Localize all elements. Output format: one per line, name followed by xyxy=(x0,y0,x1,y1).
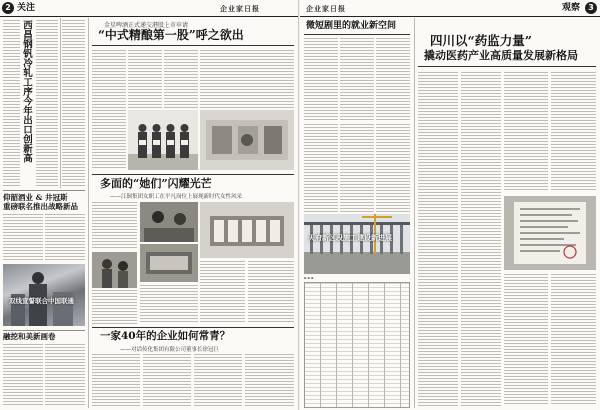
main-headline: “中式精酿第一股”呼之欲出 xyxy=(98,28,244,42)
bottom-text-col-1 xyxy=(92,354,140,406)
left-masthead: 企业家日报 xyxy=(220,5,260,13)
feature-photo-1-illustration xyxy=(92,252,137,288)
feature-photo-2 xyxy=(140,202,198,242)
rt-text-col-3 xyxy=(376,38,410,120)
main-text-col-4 xyxy=(200,50,294,108)
feature-text-col-4 xyxy=(248,261,294,324)
construction-photo-illustration xyxy=(304,214,410,274)
main-kicker: 金星啤酒正式递交港股上市申请 xyxy=(104,22,189,29)
right-page xyxy=(300,0,600,410)
data-table xyxy=(304,282,410,408)
bottom-left-text-b xyxy=(45,344,85,406)
main-right-text-col-6 xyxy=(551,274,596,406)
feature-subhead: ——江铜集团女职工在平凡岗位上展现新时代女性风采 xyxy=(110,194,243,200)
feature-photo-3 xyxy=(140,244,198,282)
main-right-text-col-2 xyxy=(461,72,501,406)
left-headline-1: 仰韶酒业 & 井冠斯 xyxy=(3,193,68,202)
left-headline-text-b xyxy=(45,214,85,262)
headline-top-left: 微短剧里的就业新空间 xyxy=(306,21,397,31)
bottom-text-col-3 xyxy=(194,354,242,406)
left-col-text-a xyxy=(3,20,20,188)
main-right-text-col-5 xyxy=(504,274,548,406)
feature-text-col-1 xyxy=(92,202,137,250)
bottom-subhead: ——对话传化集团有限公司董事长徐冠巨 xyxy=(120,347,220,353)
lab-photo xyxy=(200,110,294,170)
right-section-title: 观察 xyxy=(562,3,581,13)
document-photo xyxy=(504,196,596,270)
main-right-text-col-1 xyxy=(418,72,458,406)
rt-text-col-6 xyxy=(376,124,410,212)
right-masthead: 企业家日报 xyxy=(306,5,346,13)
photo-overlay-text: 双线宣誓联合中国联通 xyxy=(9,297,74,305)
left-section-title: 关注 xyxy=(17,3,36,13)
award-photo-illustration xyxy=(128,110,198,170)
rt-text-col-1 xyxy=(304,38,338,120)
main-headline-line-2: 撬动医药产业高质量发展新格局 xyxy=(424,49,578,62)
main-right-text-col-3 xyxy=(504,72,548,192)
left-page-number: 2 xyxy=(2,2,14,14)
left-headline-text-a xyxy=(3,214,43,262)
main-headline-line-1: 四川以“药监力量” xyxy=(430,33,532,48)
left-page-header xyxy=(0,2,298,17)
vertical-headline: 西昌钢钒冷轧工序今年出口创新高 xyxy=(20,20,32,163)
feature-photo-4 xyxy=(200,202,294,258)
main-text-col-2 xyxy=(128,50,162,108)
left-page xyxy=(0,0,299,410)
bottom-left-headline: 融挖和美新画卷 xyxy=(3,332,56,341)
bottom-left-text-a xyxy=(3,344,43,406)
rt-text-col-5 xyxy=(340,124,374,212)
feature-photo-2-illustration xyxy=(140,202,198,242)
rt-text-col-2 xyxy=(340,38,374,120)
right-page-header xyxy=(300,2,600,17)
image-headline: 天府新区段施工建设新进展 xyxy=(308,233,392,242)
left-headline-2: 重磅联名推出战略新品 xyxy=(3,202,78,211)
main-text-col-1 xyxy=(92,50,126,170)
feature-headline: 多面的“她们”闪耀光芒 xyxy=(100,177,212,190)
main-text-col-3 xyxy=(164,50,198,108)
construction-photo xyxy=(304,214,410,274)
bottom-text-col-4 xyxy=(245,354,294,406)
feature-text-col-2 xyxy=(140,285,198,324)
feature-photo-1 xyxy=(92,252,137,288)
left-photo-illustration xyxy=(3,264,85,326)
rt-text-col-4 xyxy=(304,124,338,212)
left-photo xyxy=(3,264,85,326)
lab-photo-illustration xyxy=(200,110,294,170)
bottom-headline: 一家40年的企业如何常青？ xyxy=(100,330,231,342)
feature-text-col-3 xyxy=(200,261,245,324)
feature-photo-4-illustration xyxy=(200,202,294,258)
left-col-text-b xyxy=(36,20,58,188)
feature-photo-3-illustration xyxy=(140,244,198,282)
left-col-text-c xyxy=(62,20,85,188)
right-page-number: 3 xyxy=(585,2,597,14)
document-photo-illustration xyxy=(504,196,596,270)
feature-text-col-1b xyxy=(92,290,137,324)
bottom-text-col-2 xyxy=(143,354,191,406)
construction-photo-caption: ▪ ▪ ▪ xyxy=(304,276,314,280)
award-photo xyxy=(128,110,198,170)
main-right-text-col-4 xyxy=(551,72,596,192)
